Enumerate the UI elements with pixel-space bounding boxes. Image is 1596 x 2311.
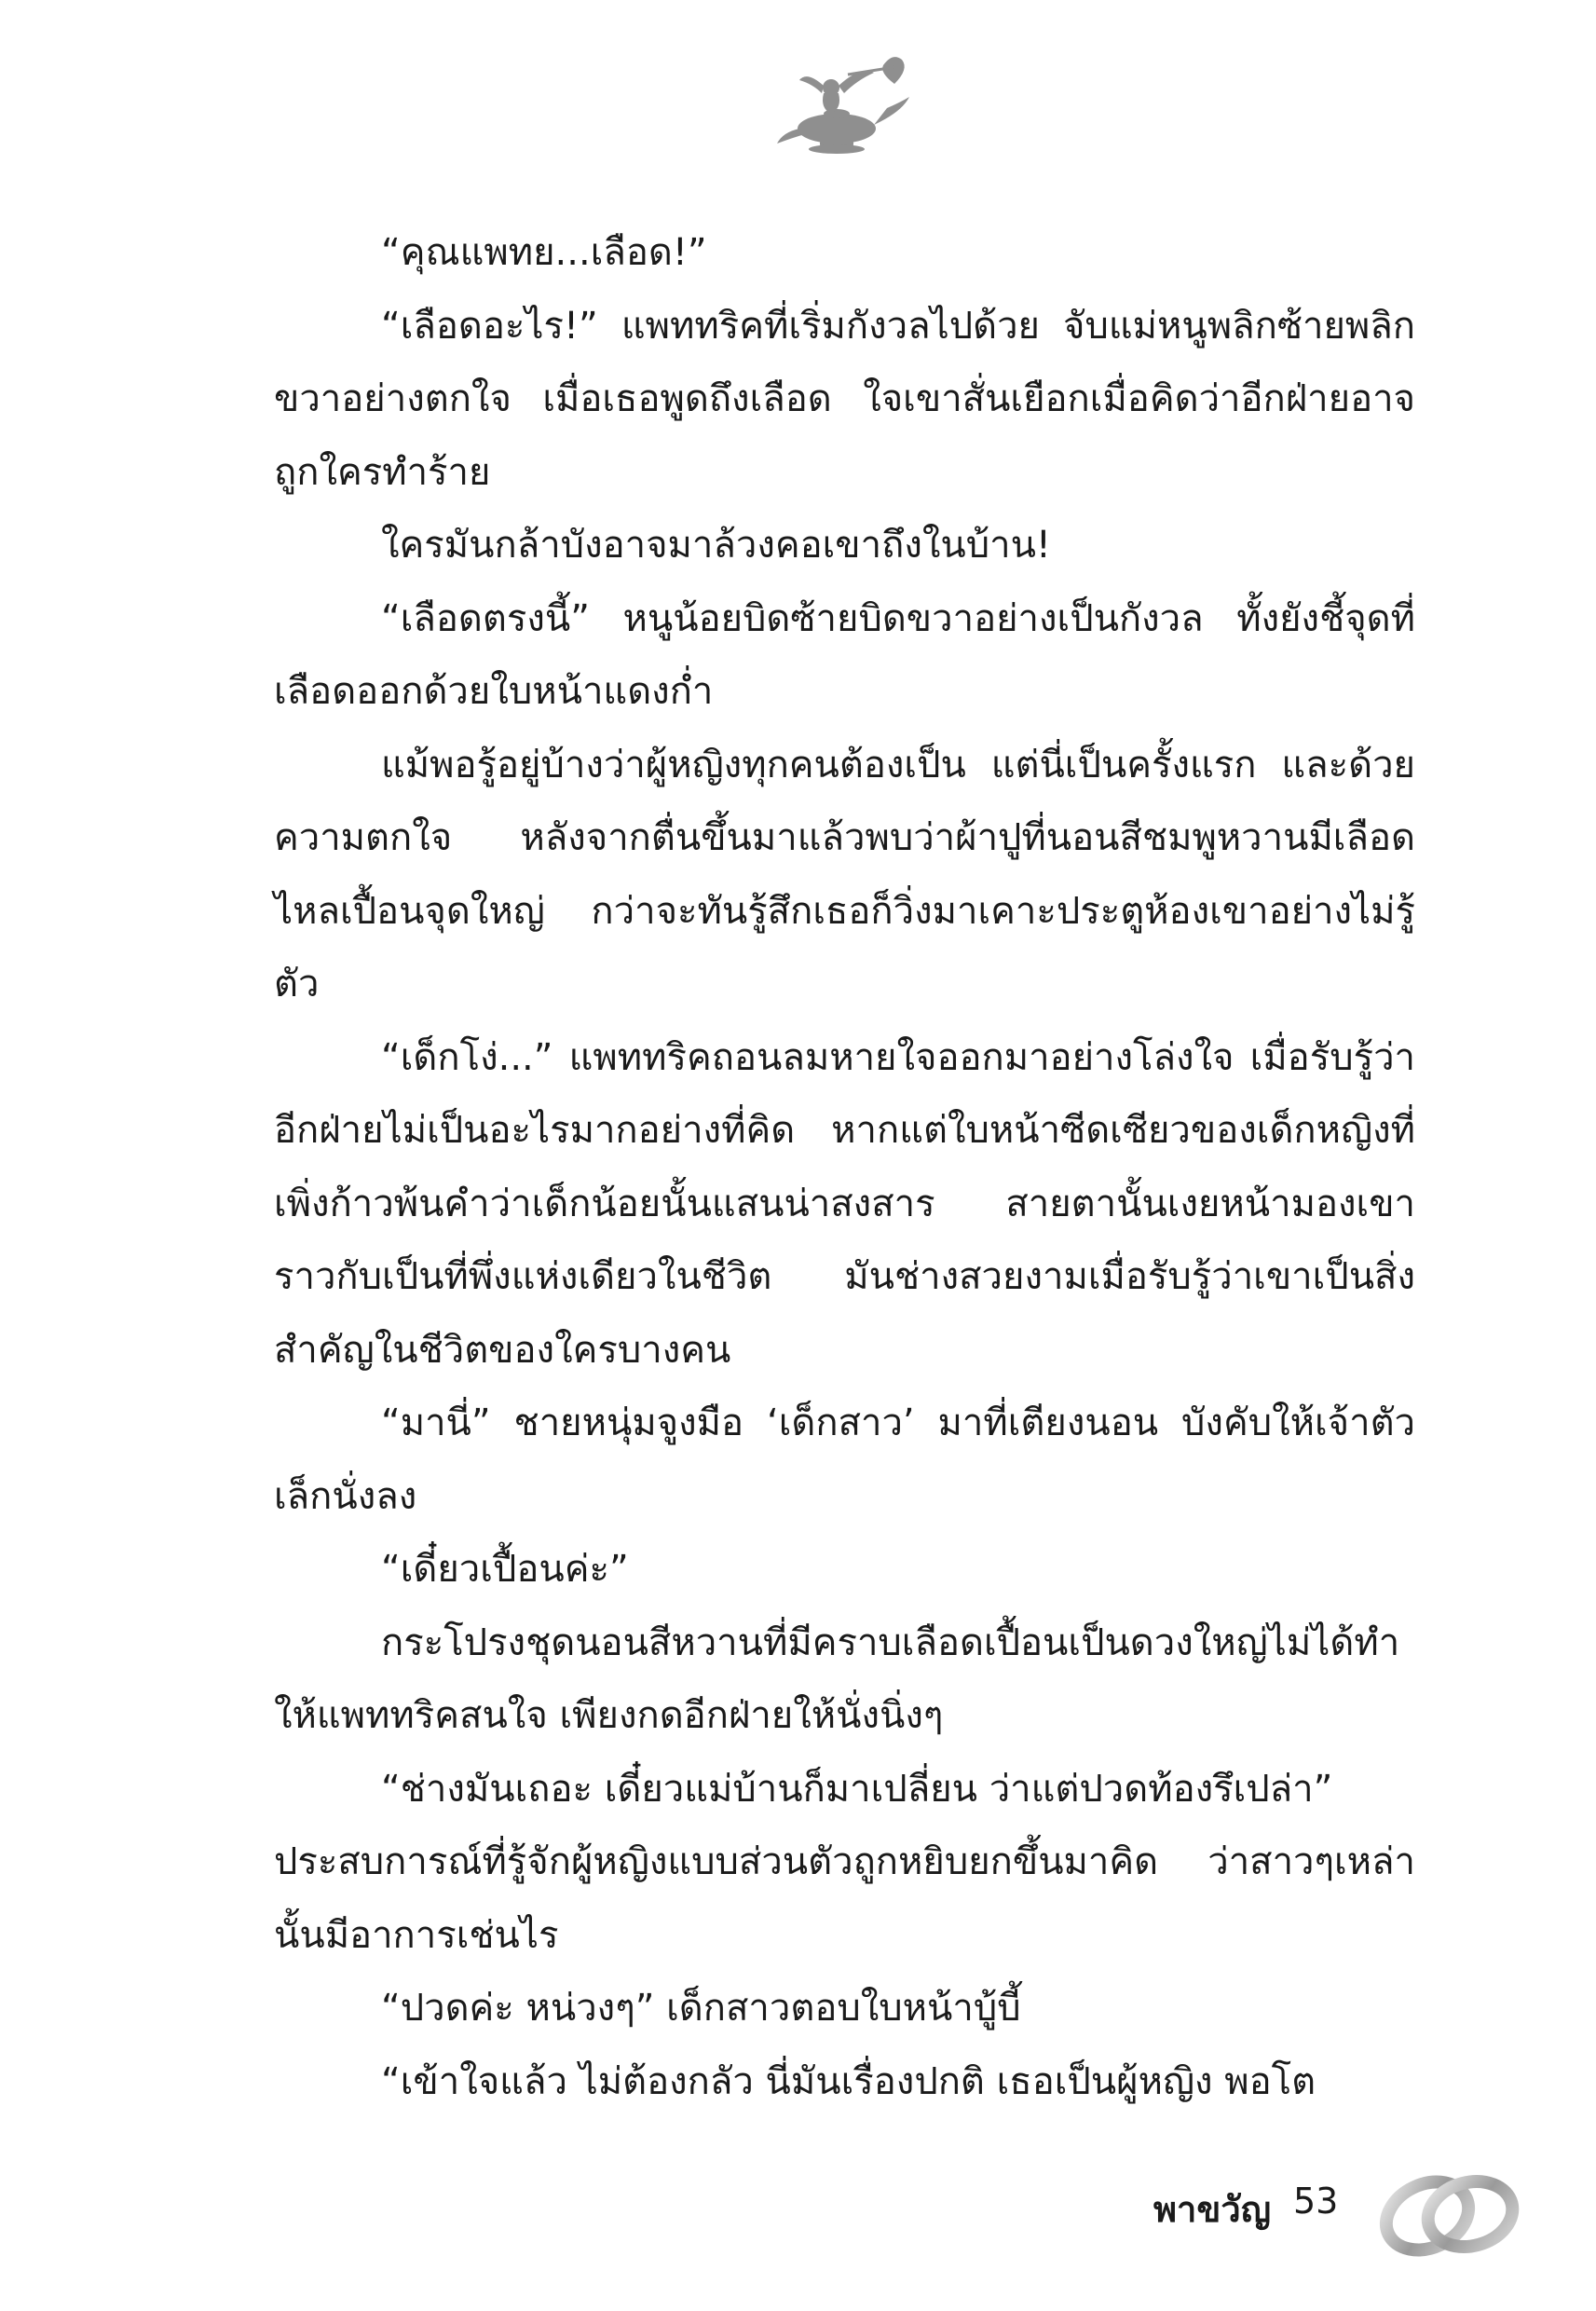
paragraph: “เดี๋ยวเปื้อนค่ะ”	[381, 1548, 629, 1591]
paragraph: “เด็กโง่...” แพททริคถอนลมหายใจออกมาอย่างโล่งใจ เมื่อรับรู้ว่าอีกฝ่ายไม่เป็นอะไรมากอย่างที่คิด หากแต่ใบหน้าซีดเซียวของเด็กหญิงที่เพิ่งก้าวพ้นคำว่าเด็กน้อยนั้นแสนน่าสงสาร สายตานั้นเงยหน้ามองเขาราวกับเป็นที่พึ่งแห่งเดียวในชีวิต มันช่างสวยงามเมื่อรับรู้ว่าเขาเป็นสิ่งสำคัญในชีวิตของใครบางคน	[274, 1035, 1415, 1372]
wedding-rings-icon	[1370, 2160, 1528, 2263]
paragraph: กระโปรงชุดนอนสีหวานที่มีคราบเลือดเปื้อนเป็นดวงใหญ่ไม่ได้ทำให้แพททริคสนใจ เพียงกดอีกฝ่ายให้นั่งนิ่งๆ	[274, 1620, 1400, 1737]
paragraph: “เข้าใจแล้ว ไม่ต้องกลัว นี่มันเรื่องปกติ เธอเป็นผู้หญิง พอโต	[381, 2059, 1316, 2103]
body-text	[274, 216, 1415, 2118]
paragraph: “คุณแพทย...เลือด!”	[381, 231, 707, 274]
paragraph: แม้พอรู้อยู่บ้างว่าผู้หญิงทุกคนต้องเป็น แต่นี่เป็นครั้งแรก และด้วยความตกใจ หลังจากตื่นขึ้นมาแล้วพบว่าผ้าปูที่นอนสีชมพูหวานมีเลือดไหลเปื้อนจุดใหญ่ กว่าจะทันรู้สึกเธอก็วิ่งมาเคาะประตูห้องเขาอย่างไม่รู้ตัว	[274, 743, 1415, 1005]
paragraph: “ช่างมันเถอะ เดี๋ยวแม่บ้านก็มาเปลี่ยน ว่าแต่ปวดท้องรึเปล่า”	[381, 1767, 1333, 1811]
paragraph: ใครมันกล้าบังอาจมาล้วงคอเขาถึงในบ้าน!	[381, 524, 1051, 567]
book-title: พาขวัญ	[1153, 2189, 1272, 2230]
page-footer	[1071, 2160, 1556, 2263]
paragraph: ประสบการณ์ที่รู้จักผู้หญิงแบบส่วนตัวถูกหยิบยกขึ้นมาคิด ว่าสาวๆเหล่านั้นมีอาการเช่นไร	[274, 1840, 1415, 1957]
genie-lamp-cupid-icon	[764, 47, 922, 158]
page-number: 53	[1293, 2181, 1339, 2222]
paragraph: “เลือดอะไร!” แพททริคที่เริ่มกังวลไปด้วย จับแม่หนูพลิกซ้ายพลิกขวาอย่างตกใจ เมื่อเธอพูดถึงเลือด ใจเขาสั่นเยือกเมื่อคิดว่าอีกฝ่ายอาจถูกใครทำร้าย	[274, 304, 1415, 494]
paragraph: “มานี่” ชายหนุ่มจูงมือ ‘เด็กสาว’ มาที่เตียงนอน บังคับให้เจ้าตัวเล็กนั่งลง	[274, 1402, 1415, 1518]
paragraph: “เลือดตรงนี้” หนูน้อยบิดซ้ายบิดขวาอย่างเป็นกังวล ทั้งยังชี้จุดที่เลือดออกด้วยใบหน้าแดงก่ำ	[274, 596, 1415, 713]
paragraph: “ปวดค่ะ หน่วงๆ” เด็กสาวตอบใบหน้าบู้บี้	[381, 1987, 1021, 2030]
